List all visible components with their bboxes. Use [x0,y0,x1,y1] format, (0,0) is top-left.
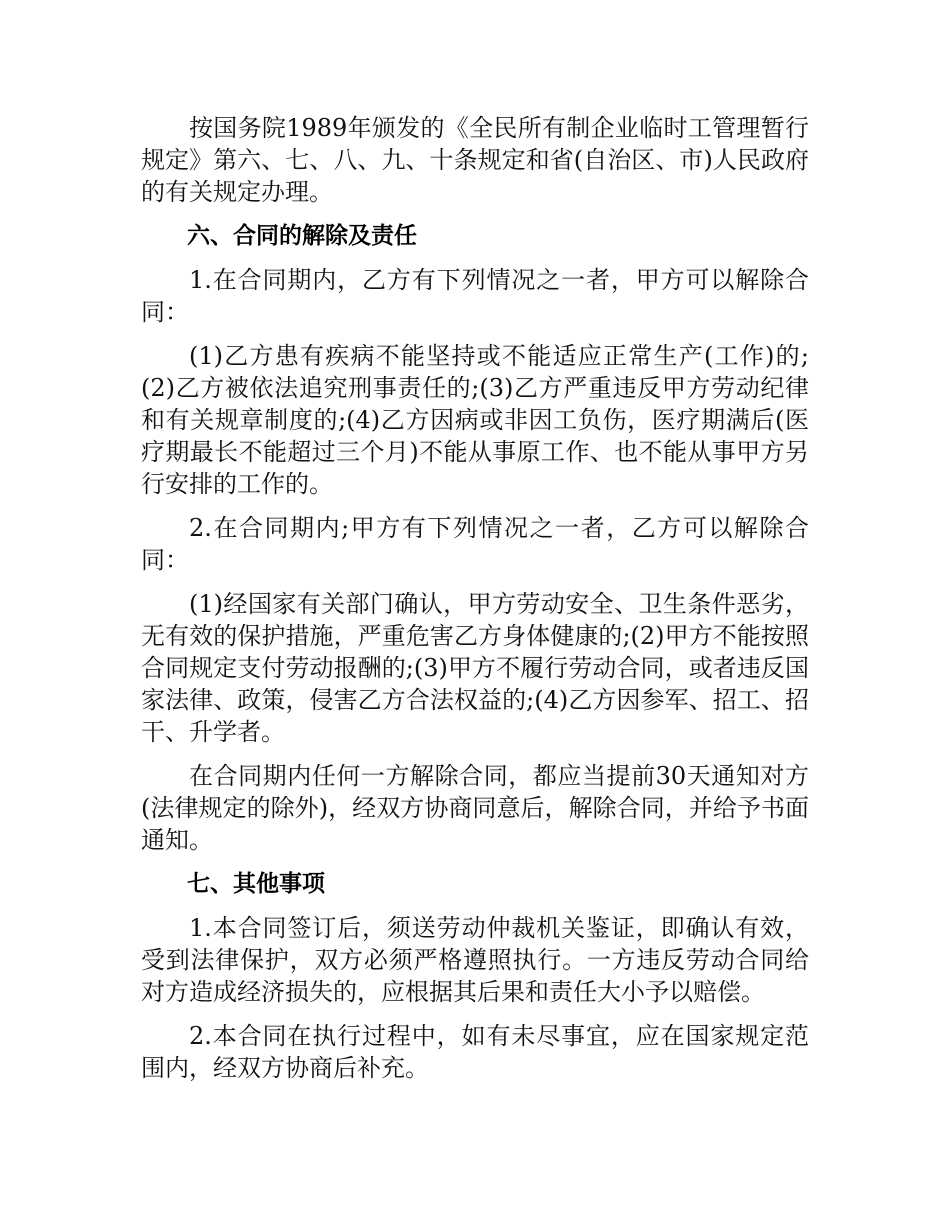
section-6-paragraph-1: 1.在合同期内，乙方有下列情况之一者，甲方可以解除合同： [141,266,809,326]
section-6-paragraph-5: 在合同期内任何一方解除合同，都应当提前30天通知对方(法律规定的除外)，经双方协商同意后，解除合同，并给予书面通知。 [141,762,809,854]
section-6-paragraph-2: (1)乙方患有疾病不能坚持或不能适应正常生产(工作)的;(2)乙方被依法追究刑事责任的;(3)乙方严重违反甲方劳动纪律和有关规章制度的;(4)乙方因病或非因工负伤，医疗期满后(医疗期最长不能超过三个月)不能从事原工作、也不能从事甲方另行安排的工作的。 [141,342,809,498]
section-7-paragraph-2: 2.本合同在执行过程中，如有未尽事宜，应在国家规定范围内，经双方协商后补充。 [141,1022,809,1082]
section-6-heading: 六、合同的解除及责任 [187,223,417,249]
section-7-heading: 七、其他事项 [187,871,325,897]
section-6-paragraph-3: 2.在合同期内;甲方有下列情况之一者，乙方可以解除合同： [141,514,809,574]
paragraph-intro: 按国务院1989年颁发的《全民所有制企业临时工管理暂行规定》第六、七、八、九、十条规定和省(自治区、市)人民政府的有关规定办理。 [141,114,809,206]
section-6-paragraph-4: (1)经国家有关部门确认，甲方劳动安全、卫生条件恶劣，无有效的保护措施，严重危害乙方身体健康的;(2)甲方不能按照合同规定支付劳动报酬的;(3)甲方不履行劳动合同，或者违反国家法律、政策，侵害乙方合法权益的;(4)乙方因参军、招工、招干、升学者。 [141,590,809,746]
section-7-paragraph-1: 1.本合同签订后，须送劳动仲裁机关鉴证，即确认有效，受到法律保护，双方必须严格遵照执行。一方违反劳动合同给对方造成经济损失的，应根据其后果和责任大小予以赔偿。 [141,914,809,1006]
document-body [141,112,809,1096]
